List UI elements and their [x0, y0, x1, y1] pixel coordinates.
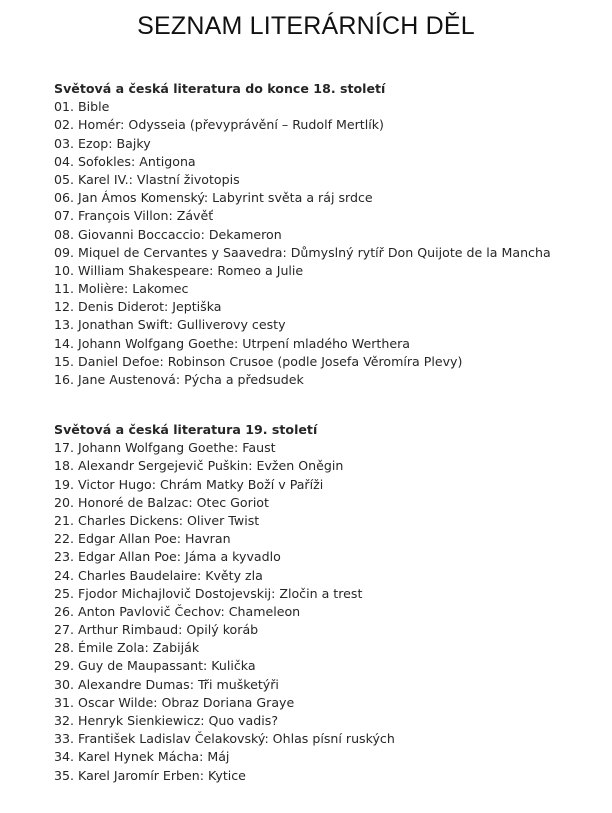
- list-item: 25. Fjodor Michajlovič Dostojevskij: Zločin a trest: [54, 585, 363, 601]
- list-item: 34. Karel Hynek Mácha: Máj: [54, 749, 230, 765]
- list-item: 04. Sofokles: Antigona: [54, 153, 196, 169]
- list-item: 16. Jane Austenová: Pýcha a předsudek: [54, 372, 304, 387]
- list-item: 23. Edgar Allan Poe: Jáma a kyvadlo: [54, 549, 281, 565]
- list-item: 24. Charles Baudelaire: Květy zla: [54, 567, 263, 583]
- list-item: 13. Jonathan Swift: Gulliverovy cesty: [54, 317, 286, 333]
- section-heading: Světová a česká literatura 19. století: [54, 422, 318, 437]
- list-item: 31. Oscar Wilde: Obraz Doriana Graye: [54, 694, 295, 710]
- list-item: 17. Johann Wolfgang Goethe: Faust: [54, 440, 276, 456]
- work-list: [54, 439, 594, 785]
- list-item: 02. Homér: Odysseia (převyprávění – Rudolf Mertlík): [54, 117, 384, 133]
- list-item: 27. Arthur Rimbaud: Opilý koráb: [54, 622, 259, 638]
- list-item: 06. Jan Ámos Komenský: Labyrint světa a ráj srdce: [54, 190, 373, 206]
- list-item: 35. Karel Jaromír Erben: Kytice: [54, 767, 246, 783]
- list-item: 18. Alexandr Sergejevič Puškin: Evžen Oněgin: [54, 458, 344, 474]
- work-list: [54, 98, 594, 389]
- list-item: 03. Ezop: Bajky: [54, 135, 151, 151]
- list-item: 30. Alexandre Dumas: Tři mušketýři: [54, 676, 279, 692]
- list-item: 08. Giovanni Boccaccio: Dekameron: [54, 226, 282, 242]
- list-item: 32. Henryk Sienkiewicz: Quo vadis?: [54, 713, 279, 728]
- list-item: 20. Honoré de Balzac: Otec Goriot: [54, 494, 269, 510]
- list-item: 19. Victor Hugo: Chrám Matky Boží v Paříži: [54, 476, 324, 492]
- list-item: 10. William Shakespeare: Romeo a Julie: [54, 262, 304, 278]
- list-item: 26. Anton Pavlovič Čechov: Chameleon: [54, 603, 301, 619]
- list-item: 12. Denis Diderot: Jeptiška: [54, 299, 222, 315]
- list-item: 09. Miquel de Cervantes y Saavedra: Důmyslný rytíř Don Quijote de la Mancha: [54, 244, 551, 260]
- section-19th-century: [54, 421, 594, 785]
- list-item: 05. Karel IV.: Vlastní životopis: [54, 171, 240, 187]
- list-item: 21. Charles Dickens: Oliver Twist: [54, 512, 260, 528]
- list-item: 11. Molière: Lakomec: [54, 281, 189, 297]
- list-item: 33. František Ladislav Čelakovský: Ohlas písní ruských: [54, 731, 395, 747]
- list-item: 01. Bible: [54, 99, 110, 115]
- list-item: 29. Guy de Maupassant: Kulička: [54, 658, 256, 674]
- list-item: 15. Daniel Defoe: Robinson Crusoe (podle Josefa Věromíra Plevy): [54, 353, 463, 369]
- section-18th-century: [54, 80, 594, 389]
- list-item: 22. Edgar Allan Poe: Havran: [54, 531, 231, 547]
- list-item: 07. François Villon: Závěť: [54, 208, 214, 224]
- page-title: SEZNAM LITERÁRNÍCH DĚL: [137, 12, 475, 40]
- section-heading: Světová a česká literatura do konce 18. století: [54, 81, 386, 96]
- list-item: 28. Émile Zola: Zabiják: [54, 640, 200, 656]
- list-item: 14. Johann Wolfgang Goethe: Utrpení mladého Werthera: [54, 335, 410, 351]
